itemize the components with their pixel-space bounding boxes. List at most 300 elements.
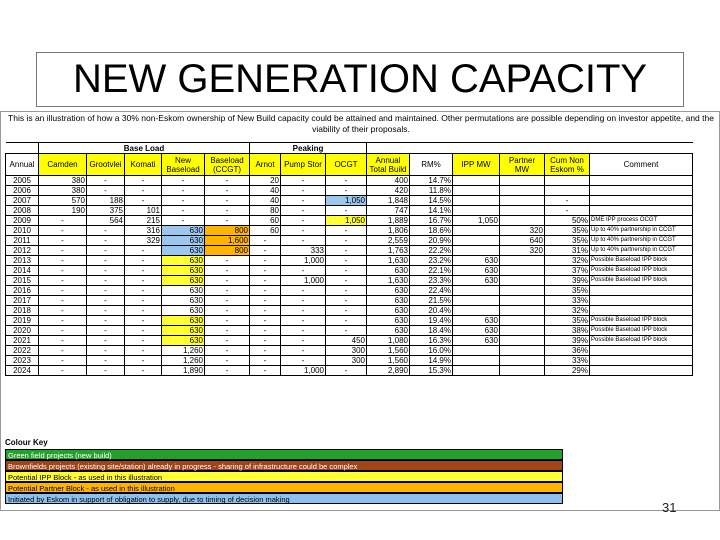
table-cell: 630 (453, 316, 500, 326)
table-cell: - (326, 306, 367, 316)
group-base-load: Base Load (39, 143, 250, 154)
table-cell: 300 (326, 346, 367, 356)
table-cell: - (125, 336, 162, 346)
table-cell: Possible Baseload IPP block (590, 256, 693, 266)
table-cell: - (250, 316, 281, 326)
table-cell: - (125, 366, 162, 376)
column-header: Comment (590, 154, 693, 176)
table-cell: - (326, 296, 367, 306)
table-cell: 2024 (6, 366, 39, 376)
table-cell: 1,889 (367, 216, 410, 226)
group-blank-right (367, 143, 693, 154)
table-row (6, 336, 693, 346)
table-cell: 320 (500, 226, 545, 236)
table-cell: - (205, 216, 250, 226)
table-cell (590, 206, 693, 216)
table-cell (453, 346, 500, 356)
table-cell: 2015 (6, 276, 39, 286)
table-cell: 22.2% (410, 246, 453, 256)
column-header: Annual Total Build (367, 154, 410, 176)
table-cell: - (39, 316, 87, 326)
table-row (6, 196, 693, 206)
table-cell: - (39, 366, 87, 376)
table-cell: 33% (545, 356, 590, 366)
table-cell: - (87, 286, 125, 296)
table-cell (500, 356, 545, 366)
table-cell: - (281, 286, 326, 296)
table-row (6, 266, 693, 276)
table-cell (500, 306, 545, 316)
table-row (6, 366, 693, 376)
table-row (6, 216, 693, 226)
table-row (6, 246, 693, 256)
table-cell: - (326, 246, 367, 256)
table-cell: 380 (39, 186, 87, 196)
table-cell (590, 306, 693, 316)
table-cell: - (281, 346, 326, 356)
table-cell: 1,000 (281, 276, 326, 286)
table-cell: 1,260 (162, 346, 205, 356)
table-cell: 1,050 (453, 216, 500, 226)
table-cell: - (39, 256, 87, 266)
table-cell: 22.4% (410, 286, 453, 296)
table-cell: 630 (162, 286, 205, 296)
table-cell: - (87, 366, 125, 376)
table-cell: - (250, 336, 281, 346)
table-cell: - (87, 346, 125, 356)
table-cell: - (326, 276, 367, 286)
table-cell (453, 196, 500, 206)
table-cell: 37% (545, 266, 590, 276)
table-cell: 1,848 (367, 196, 410, 206)
table-cell: 329 (125, 236, 162, 246)
table-cell: 2020 (6, 326, 39, 336)
table-cell: Up to 40% partnership in CCGT (590, 246, 693, 256)
table-cell: 36% (545, 346, 590, 356)
table-cell: 630 (162, 246, 205, 256)
table-cell (500, 286, 545, 296)
table-cell (500, 316, 545, 326)
column-header: New Baseload (162, 154, 205, 176)
table-cell: - (39, 266, 87, 276)
table-cell: - (39, 286, 87, 296)
table-cell: - (326, 366, 367, 376)
table-cell (500, 176, 545, 186)
colour-key-title: Colour Key (5, 438, 48, 447)
column-header: OCGT (326, 154, 367, 176)
table-cell: 1,000 (281, 256, 326, 266)
table-cell: - (205, 326, 250, 336)
table-cell: - (205, 336, 250, 346)
table-cell: 630 (162, 276, 205, 286)
table-cell: - (250, 346, 281, 356)
column-header: Grootvlei (87, 154, 125, 176)
table-cell (500, 196, 545, 206)
table-cell (590, 286, 693, 296)
column-header: IPP MW (453, 154, 500, 176)
table-cell: 316 (125, 226, 162, 236)
table-cell: - (87, 356, 125, 366)
table-cell: 400 (367, 176, 410, 186)
table-cell: 14.7% (410, 176, 453, 186)
table-cell: - (162, 196, 205, 206)
table-cell: 16.0% (410, 346, 453, 356)
table-cell: 23.3% (410, 276, 453, 286)
table-cell (545, 176, 590, 186)
table-cell: 380 (39, 176, 87, 186)
table-cell: Possible Baseload IPP block (590, 336, 693, 346)
table-cell (500, 186, 545, 196)
intro-text: This is an illustration of how a 30% non-Eskom ownership of New Build capacity could be attained and maintained. Other permutations are possible depending on investor appetite, and the viability of their proposals. (8, 113, 714, 134)
table-cell: 800 (205, 226, 250, 236)
table-cell: 16.7% (410, 216, 453, 226)
table-cell: - (250, 256, 281, 266)
table-cell: 2,890 (367, 366, 410, 376)
table-cell (453, 366, 500, 376)
table-cell: - (326, 266, 367, 276)
table-cell: 630 (162, 306, 205, 316)
table-cell: - (205, 356, 250, 366)
table-cell: - (281, 176, 326, 186)
table-cell (453, 356, 500, 366)
column-header: Cum Non Eskom % (545, 154, 590, 176)
table-cell: - (39, 216, 87, 226)
table-cell: - (162, 176, 205, 186)
page-number: 31 (662, 500, 677, 515)
table-cell (500, 366, 545, 376)
table-row (6, 356, 693, 366)
table-cell: 21.5% (410, 296, 453, 306)
table-cell: 1,560 (367, 356, 410, 366)
colour-key-item: Brownfields projects (existing site/station) already in progress - sharing of infrastructure could be complex (5, 460, 563, 471)
table-cell: 630 (367, 296, 410, 306)
table-cell: 1,080 (367, 336, 410, 346)
table-cell: 375 (87, 206, 125, 216)
colour-key-item: Potential IPP Block - as used in this illustration (5, 471, 563, 482)
table-cell: - (205, 176, 250, 186)
table-cell: 2006 (6, 186, 39, 196)
table-row (6, 186, 693, 196)
table-cell: 14.5% (410, 196, 453, 206)
table-cell: - (125, 276, 162, 286)
table-cell: - (281, 336, 326, 346)
table-cell (590, 176, 693, 186)
table-cell: - (162, 186, 205, 196)
table-cell: Possible Baseload IPP block (590, 326, 693, 336)
table-cell (500, 326, 545, 336)
table-cell (500, 266, 545, 276)
group-header-row (6, 143, 693, 154)
table-cell: Possible Baseload IPP block (590, 266, 693, 276)
table-row (6, 226, 693, 236)
table-cell: - (281, 316, 326, 326)
table-cell: - (205, 266, 250, 276)
table-cell: 630 (162, 296, 205, 306)
table-cell: 747 (367, 206, 410, 216)
capacity-table (5, 142, 693, 376)
table-cell: 60 (250, 216, 281, 226)
table-row (6, 316, 693, 326)
table-cell: - (545, 196, 590, 206)
table-cell: - (205, 316, 250, 326)
table-cell: - (39, 306, 87, 316)
table-cell: 1,630 (367, 256, 410, 266)
table-cell: - (250, 366, 281, 376)
table-cell: Up to 40% partnership in CCGT (590, 226, 693, 236)
table-cell: 40 (250, 196, 281, 206)
table-cell: - (125, 326, 162, 336)
table-cell (453, 246, 500, 256)
table-cell: - (87, 336, 125, 346)
table-cell: - (205, 256, 250, 266)
column-header: Pump Stor (281, 154, 326, 176)
table-cell: 320 (500, 246, 545, 256)
table-cell: 2018 (6, 306, 39, 316)
table-cell: 630 (367, 306, 410, 316)
table-cell: - (87, 236, 125, 246)
colour-key-item: Potential Partner Block - as used in this illustration (5, 482, 563, 493)
table-cell: - (326, 286, 367, 296)
table-cell: - (326, 316, 367, 326)
table-cell: 1,806 (367, 226, 410, 236)
table-cell (453, 306, 500, 316)
table-cell: - (205, 206, 250, 216)
table-cell: 2007 (6, 196, 39, 206)
table-cell: 630 (367, 326, 410, 336)
table-cell: 2016 (6, 286, 39, 296)
table-cell: - (162, 206, 205, 216)
table-cell: - (87, 306, 125, 316)
table-cell: 1,600 (205, 236, 250, 246)
table-cell: 38% (545, 326, 590, 336)
table-cell: 450 (326, 336, 367, 346)
table-cell: 18.6% (410, 226, 453, 236)
table-row (6, 346, 693, 356)
table-cell (590, 356, 693, 366)
table-cell: - (125, 176, 162, 186)
table-cell: 2011 (6, 236, 39, 246)
table-cell: 2013 (6, 256, 39, 266)
table-cell: 31% (545, 246, 590, 256)
table-cell: - (125, 246, 162, 256)
table-cell: - (545, 206, 590, 216)
table-cell: 630 (453, 276, 500, 286)
table-cell: - (125, 186, 162, 196)
table-cell: - (326, 256, 367, 266)
column-header: Komati (125, 154, 162, 176)
table-cell: 2010 (6, 226, 39, 236)
table-cell (590, 196, 693, 206)
table-cell: 1,560 (367, 346, 410, 356)
table-cell: - (281, 306, 326, 316)
table-cell: - (39, 296, 87, 306)
table-cell: - (281, 356, 326, 366)
table-cell: 35% (545, 286, 590, 296)
table-cell: 300 (326, 356, 367, 366)
table-cell: 420 (367, 186, 410, 196)
table-row (6, 286, 693, 296)
table-cell: - (125, 286, 162, 296)
table-cell: - (205, 346, 250, 356)
table-cell: 2021 (6, 336, 39, 346)
table-cell: - (87, 176, 125, 186)
table-cell: 630 (162, 226, 205, 236)
group-peaking: Peaking (250, 143, 367, 154)
table-cell: 23.2% (410, 256, 453, 266)
table-cell (500, 296, 545, 306)
table-cell: - (250, 356, 281, 366)
column-header-row (6, 154, 693, 176)
table-cell: 20.9% (410, 236, 453, 246)
table-cell (590, 366, 693, 376)
table-cell: 2023 (6, 356, 39, 366)
table-cell: - (125, 296, 162, 306)
column-header: RM% (410, 154, 453, 176)
table-cell: 188 (87, 196, 125, 206)
table-cell: 630 (367, 316, 410, 326)
table-cell: 630 (453, 326, 500, 336)
table-cell: 564 (87, 216, 125, 226)
table-cell: - (250, 246, 281, 256)
table-row (6, 326, 693, 336)
table-cell (500, 276, 545, 286)
column-header: Baseload (CCGT) (205, 154, 250, 176)
table-cell: 16.3% (410, 336, 453, 346)
column-header: Annual (6, 154, 39, 176)
table-cell: 630 (453, 256, 500, 266)
table-cell: - (125, 256, 162, 266)
table-cell: - (39, 356, 87, 366)
table-cell: - (87, 186, 125, 196)
table-cell (590, 186, 693, 196)
table-cell (500, 346, 545, 356)
table-cell: 1,630 (367, 276, 410, 286)
table-cell (453, 186, 500, 196)
table-row (6, 176, 693, 186)
table-cell: - (250, 286, 281, 296)
table-cell: - (250, 266, 281, 276)
table-cell: - (205, 286, 250, 296)
table-cell: - (87, 316, 125, 326)
table-cell: - (281, 326, 326, 336)
table-cell: - (281, 266, 326, 276)
table-cell: - (326, 206, 367, 216)
table-cell: - (326, 236, 367, 246)
table-cell: - (281, 186, 326, 196)
table-cell: 570 (39, 196, 87, 206)
table-cell: 190 (39, 206, 87, 216)
table-cell (453, 176, 500, 186)
table-cell: 2022 (6, 346, 39, 356)
table-cell: - (162, 216, 205, 226)
table-cell: 2017 (6, 296, 39, 306)
table-cell: - (87, 246, 125, 256)
table-cell: 19.4% (410, 316, 453, 326)
column-header: Partner MW (500, 154, 545, 176)
column-header: Arnot (250, 154, 281, 176)
column-header: Camden (39, 154, 87, 176)
table-cell: 630 (162, 316, 205, 326)
table-cell: - (205, 366, 250, 376)
table-cell: - (205, 186, 250, 196)
table-cell (453, 226, 500, 236)
table-cell: 1,000 (281, 366, 326, 376)
table-cell: 2008 (6, 206, 39, 216)
table-cell: - (205, 196, 250, 206)
table-cell: - (39, 246, 87, 256)
table-cell: - (281, 196, 326, 206)
table-cell: - (87, 266, 125, 276)
table-row (6, 276, 693, 286)
table-cell: 35% (545, 316, 590, 326)
table-cell: - (250, 326, 281, 336)
table-cell: - (39, 326, 87, 336)
slide-title-box (36, 52, 684, 107)
table-cell: 630 (162, 236, 205, 246)
table-cell: 29% (545, 366, 590, 376)
table-cell: - (250, 306, 281, 316)
table-cell: - (39, 236, 87, 246)
table-cell: DME IPP process OCGT (590, 216, 693, 226)
table-cell: 333 (281, 246, 326, 256)
table-row (6, 236, 693, 246)
table-cell: 80 (250, 206, 281, 216)
table-row (6, 256, 693, 266)
table-cell: 2009 (6, 216, 39, 226)
table-cell: - (326, 176, 367, 186)
table-cell (590, 296, 693, 306)
table-cell: Possible Baseload IPP block (590, 316, 693, 326)
table-cell: - (87, 296, 125, 306)
table-cell: 1,050 (326, 216, 367, 226)
table-cell: 2014 (6, 266, 39, 276)
table-cell: - (125, 266, 162, 276)
table-cell (590, 346, 693, 356)
table-cell: 2012 (6, 246, 39, 256)
table-cell: - (125, 356, 162, 366)
table-cell: 1,763 (367, 246, 410, 256)
table-cell: 18.4% (410, 326, 453, 336)
table-cell: - (39, 276, 87, 286)
table-cell: - (125, 346, 162, 356)
table-cell: - (281, 296, 326, 306)
table-cell: 630 (162, 336, 205, 346)
table-cell: 630 (453, 336, 500, 346)
table-cell: Up to 40% partnership in CCGT (590, 236, 693, 246)
table-cell: 15.3% (410, 366, 453, 376)
table-cell (500, 216, 545, 226)
table-cell: 60 (250, 226, 281, 236)
table-cell: 20 (250, 176, 281, 186)
table-cell: 630 (367, 266, 410, 276)
table-cell: 39% (545, 276, 590, 286)
table-cell (545, 186, 590, 196)
table-cell: 2005 (6, 176, 39, 186)
table-cell: 1,260 (162, 356, 205, 366)
table-cell: 20.4% (410, 306, 453, 316)
table-row (6, 206, 693, 216)
table-cell: - (125, 316, 162, 326)
table-cell: - (250, 236, 281, 246)
table-cell: 2,559 (367, 236, 410, 246)
table-cell: 35% (545, 236, 590, 246)
table-cell: 630 (453, 266, 500, 276)
table-cell: 630 (367, 286, 410, 296)
table-cell: - (39, 346, 87, 356)
table-cell: 50% (545, 216, 590, 226)
table-cell: 14.9% (410, 356, 453, 366)
table-cell: - (87, 326, 125, 336)
